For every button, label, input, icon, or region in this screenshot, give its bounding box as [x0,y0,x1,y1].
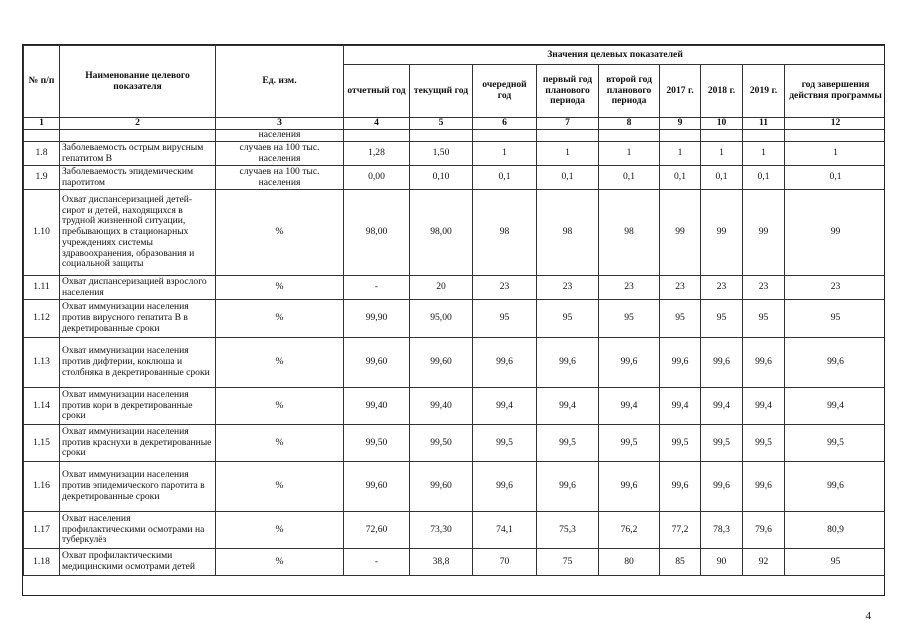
header-subcolumn: год завершения действия программы [785,65,886,118]
value-cell: 80 [599,549,660,576]
header-unit: Ед. изм. [216,46,344,118]
value-cell: 99,50 [410,425,473,462]
value-cell: 0,1 [701,166,743,190]
table-row [24,338,886,388]
value-cell: 99,6 [701,462,743,512]
header-subcolumn: первый год планового периода [537,65,599,118]
value-cell: - [344,549,410,576]
row-number: 1.8 [24,142,60,166]
unit-cell: % [216,462,344,512]
indicator-name: Охват населения профилактическими осмотрами на туберкулёз [60,512,216,549]
column-number: 10 [701,118,743,130]
value-cell: 95 [599,300,660,338]
table-row [24,166,886,190]
column-number: 5 [410,118,473,130]
header-subcolumn: текущий год [410,65,473,118]
unit-cell: % [216,300,344,338]
indicator-name: Заболеваемость эпидемическим паротитом [60,166,216,190]
indicator-name: Охват профилактическими медицинскими осмотрами детей [60,549,216,576]
value-cell: 99,6 [660,462,701,512]
value-cell: 98 [599,190,660,276]
value-cell: 1 [473,142,537,166]
value-cell: 1,50 [410,142,473,166]
value-cell: 73,30 [410,512,473,549]
indicators-table-frame [22,44,885,596]
table-row [24,388,886,425]
value-cell: 99 [785,190,886,276]
indicator-name: Охват иммунизации населения против эпидемического паротита в декретированные сроки [60,462,216,512]
indicator-name: Охват иммунизации населения против кори в декретированные сроки [60,388,216,425]
unit-cell: % [216,338,344,388]
value-cell: 99,6 [599,338,660,388]
header-indicator-name: Наименование целевого показателя [60,46,216,118]
table-row [24,300,886,338]
value-cell: 99,6 [701,338,743,388]
value-cell: 0,1 [537,166,599,190]
value-cell: 38,8 [410,549,473,576]
row-number: 1.16 [24,462,60,512]
value-cell: 74,1 [473,512,537,549]
value-cell: 20 [410,276,473,300]
value-cell: 77,2 [660,512,701,549]
value-cell: 23 [473,276,537,300]
column-number-row [24,118,886,130]
value-cell: 1 [660,142,701,166]
value-cell: 0,1 [599,166,660,190]
value-cell: 99,5 [473,425,537,462]
value-cell: 0,1 [743,166,785,190]
row-number: 1.17 [24,512,60,549]
table-row [24,190,886,276]
value-cell: 99,60 [410,462,473,512]
value-cell: 0,10 [410,166,473,190]
table-row [24,276,886,300]
value-cell: 78,3 [701,512,743,549]
row-number: 1.14 [24,388,60,425]
value-cell: 1,28 [344,142,410,166]
value-cell: 92 [743,549,785,576]
value-cell: 99,6 [785,338,886,388]
value-cell: 99,5 [599,425,660,462]
value-cell: 99,6 [599,462,660,512]
value-cell: 0,1 [473,166,537,190]
value-cell: 99,6 [473,338,537,388]
indicator-name: Охват иммунизации населения против дифтерии, коклюша и столбняка в декретированные сроки [60,338,216,388]
header-subcolumn: второй год планового периода [599,65,660,118]
value-cell: 95 [743,300,785,338]
value-cell: 1 [743,142,785,166]
column-number: 4 [344,118,410,130]
column-number: 8 [599,118,660,130]
value-cell: 95,00 [410,300,473,338]
value-cell: 0,1 [785,166,886,190]
page-number: 4 [865,610,871,622]
table-row [24,142,886,166]
column-number: 2 [60,118,216,130]
unit-cell: % [216,425,344,462]
value-cell: 72,60 [344,512,410,549]
value-cell: 75,3 [537,512,599,549]
value-cell: 99,6 [537,338,599,388]
column-number: 11 [743,118,785,130]
unit-cell: % [216,276,344,300]
value-cell: 99,4 [743,388,785,425]
value-cell: 99,40 [410,388,473,425]
indicator-name: Охват иммунизации населения против краснухи в декретированные сроки [60,425,216,462]
table-row [24,549,886,576]
header-values-group: Значения целевых показателей [344,46,886,65]
value-cell: 99,5 [660,425,701,462]
header-subcolumn: очередной год [473,65,537,118]
value-cell: 99,4 [701,388,743,425]
value-cell: 1 [537,142,599,166]
value-cell: 99,6 [743,462,785,512]
value-cell: 23 [660,276,701,300]
target-indicators-table [23,45,885,576]
column-number: 3 [216,118,344,130]
value-cell: 98,00 [344,190,410,276]
unit-cell: случаев на 100 тыс. населения [216,166,344,190]
indicator-name: Охват иммунизации населения против вирусного гепатита В в декретированные сроки [60,300,216,338]
indicator-name: Охват диспансеризацией взрослого населения [60,276,216,300]
header-subcolumn: 2017 г. [660,65,701,118]
value-cell: 75 [537,549,599,576]
table-row [24,462,886,512]
value-cell: 23 [743,276,785,300]
value-cell: 95 [701,300,743,338]
indicator-name: Охват диспансеризацией детей-сирот и детей, находящихся в трудной жизненной ситуации, пребывающих в стационарных учреждениях системы здравоохранения, образования и социальной защиты [60,190,216,276]
continuation-row [24,130,886,142]
column-number: 12 [785,118,886,130]
value-cell: 99,6 [537,462,599,512]
value-cell: 95 [785,549,886,576]
unit-cell: случаев на 100 тыс. населения [216,142,344,166]
value-cell: - [344,276,410,300]
value-cell: 90 [701,549,743,576]
row-number: 1.18 [24,549,60,576]
value-cell: 99,6 [743,338,785,388]
value-cell: 99 [660,190,701,276]
value-cell: 99,4 [660,388,701,425]
value-cell: 95 [473,300,537,338]
value-cell: 99,50 [344,425,410,462]
value-cell: 0,00 [344,166,410,190]
value-cell: 99,90 [344,300,410,338]
value-cell: 23 [599,276,660,300]
header-subcolumn: 2019 г. [743,65,785,118]
column-number: 1 [24,118,60,130]
value-cell: 99,4 [599,388,660,425]
value-cell: 23 [701,276,743,300]
column-number: 7 [537,118,599,130]
value-cell: 79,6 [743,512,785,549]
table-row [24,512,886,549]
value-cell: 99,60 [344,338,410,388]
unit-cell: % [216,512,344,549]
value-cell: 99,5 [743,425,785,462]
value-cell: 1 [599,142,660,166]
value-cell: 85 [660,549,701,576]
value-cell: 95 [785,300,886,338]
table-row [24,425,886,462]
value-cell: 98 [473,190,537,276]
value-cell: 99,6 [473,462,537,512]
value-cell: 76,2 [599,512,660,549]
value-cell: 70 [473,549,537,576]
unit-cell: % [216,549,344,576]
value-cell: 80,9 [785,512,886,549]
value-cell: 99 [743,190,785,276]
value-cell: 99,6 [660,338,701,388]
value-cell: 99,60 [344,462,410,512]
indicator-name: Заболеваемость острым вирусным гепатитом В [60,142,216,166]
header-subcolumn: отчетный год [344,65,410,118]
value-cell: 99,4 [785,388,886,425]
value-cell: 98,00 [410,190,473,276]
header-subcolumn: 2018 г. [701,65,743,118]
value-cell: 23 [785,276,886,300]
value-cell: 99,60 [410,338,473,388]
row-number: 1.9 [24,166,60,190]
value-cell: 95 [537,300,599,338]
row-number: 1.13 [24,338,60,388]
value-cell: 0,1 [660,166,701,190]
value-cell: 99,5 [785,425,886,462]
unit-cell: % [216,190,344,276]
row-number: 1.15 [24,425,60,462]
value-cell: 99,4 [537,388,599,425]
row-number: 1.10 [24,190,60,276]
value-cell: 99,40 [344,388,410,425]
header-number: № п/п [24,46,60,118]
value-cell: 23 [537,276,599,300]
value-cell: 1 [785,142,886,166]
value-cell: 95 [660,300,701,338]
row-number: 1.12 [24,300,60,338]
continuation-unit: населения [216,130,344,142]
value-cell: 1 [701,142,743,166]
value-cell: 99 [701,190,743,276]
value-cell: 99,6 [785,462,886,512]
unit-cell: % [216,388,344,425]
value-cell: 99,4 [473,388,537,425]
value-cell: 98 [537,190,599,276]
row-number: 1.11 [24,276,60,300]
column-number: 9 [660,118,701,130]
value-cell: 99,5 [701,425,743,462]
column-number: 6 [473,118,537,130]
value-cell: 99,5 [537,425,599,462]
